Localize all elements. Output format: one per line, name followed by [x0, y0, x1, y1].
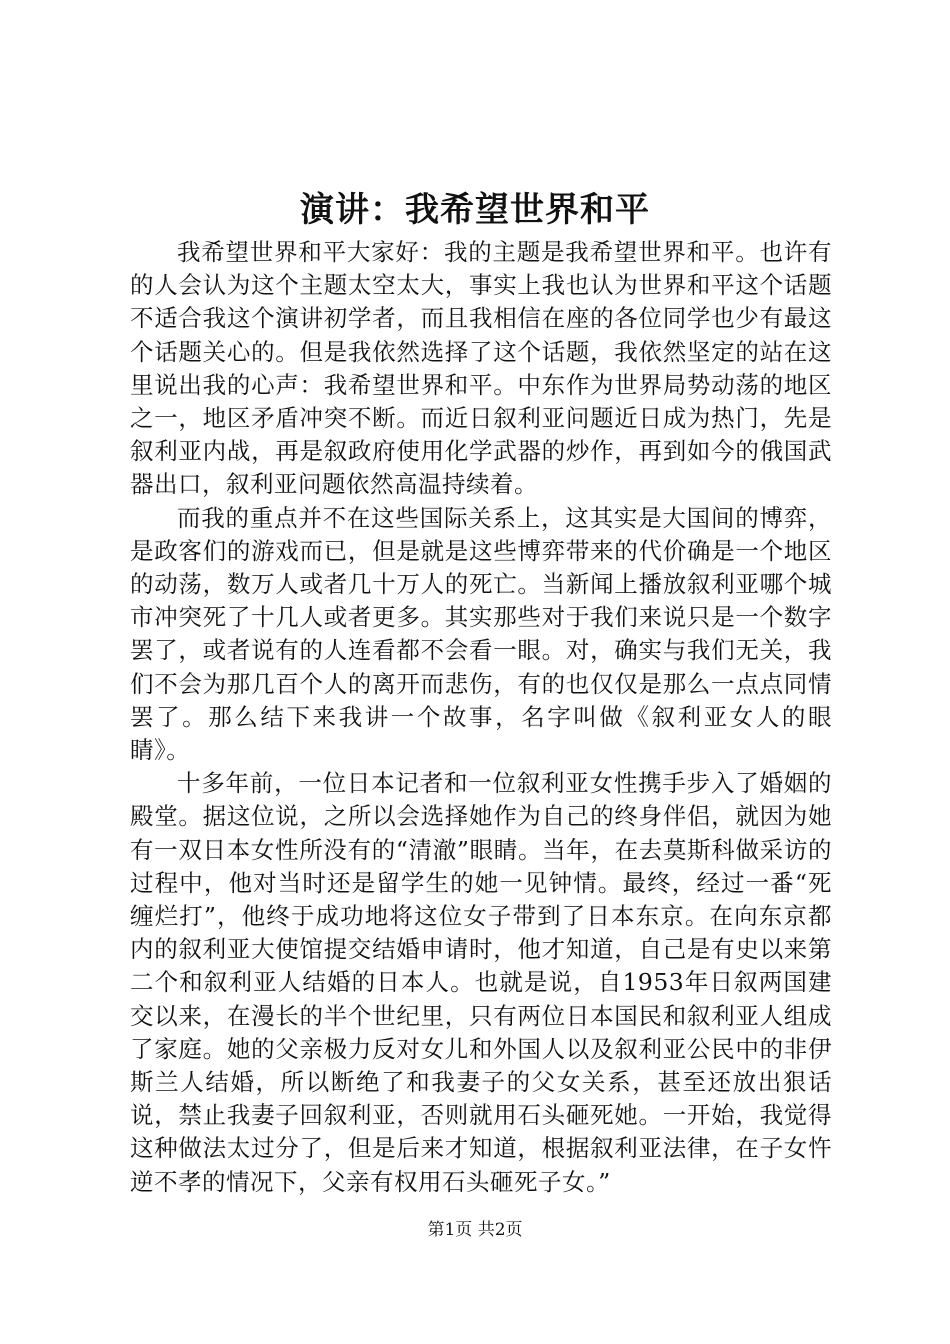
- document-title: 演讲：我希望世界和平: [300, 190, 650, 230]
- paragraph-2: 而我的重点并不在这些国际关系上，这其实是大国间的博弈，是政客们的游戏而已，但是就是这些博弈带来的代价确是一个地区的动荡，数万人或者几十万人的死亡。当新闻上播放叙利亚哪个城市冲突死了十几人或者更多。其实那些对于我们来说只是一个数字罢了，或者说有的人连看都不会看一眼。对，确实与我们无关，我们不会为那几百个人的离开而悲伤，有的也仅仅是那么一点点同情罢了。那么结下来我讲一个故事，名字叫做《叙利亚女人的眼睛》。: [130, 503, 832, 765]
- paragraph-1: 我希望世界和平大家好：我的主题是我希望世界和平。也许有的人会认为这个主题太空太大，事实上我也认为世界和平这个话题不适合我这个演讲初学者，而且我相信在座的各位同学也少有最这个话题关心的。但是我依然选择了这个话题，我依然坚定的站在这里说出我的心声：我希望世界和平。中东作为世界局势动荡的地区之一，地区矛盾冲突不断。而近日叙利亚问题近日成为热门，先是叙利亚内战，再是叙政府使用化学武器的炒作，再到如今的俄国武器出口，叙利亚问题依然高温持续着。: [130, 238, 832, 499]
- paragraph-3: 十多年前，一位日本记者和一位叙利亚女性携手步入了婚姻的殿堂。据这位说，之所以会选择她作为自己的终身伴侣，就因为她有一双日本女性所没有的“清澈”眼睛。当年，在去莫斯科做采访的过程中，他对当时还是留学生的她一见钟情。最终，经过一番“死缠烂打”，他终于成功地将这位女子带到了日本东京。在向东京都内的叙利亚大使馆提交结婚申请时，他才知道，自己是有史以来第二个和叙利亚人结婚的日本人。也就是说，自1953年日叙两国建交以来，在漫长的半个世纪里，只有两位日本国民和叙利亚人组成了家庭。她的父亲极力反对女儿和外国人以及叙利亚公民中的非伊斯兰人结婚，所以断绝了和我妻子的父女关系，甚至还放出狠话说，禁止我妻子回叙利亚，否则就用石头砸死她。一开始，我觉得这种做法太过分了，但是后来才知道，根据叙利亚法律，在子女忤逆不孝的情况下，父亲有权用石头砸死子女。”: [130, 769, 832, 1196]
- page-footer: 第1页 共2页: [427, 1220, 523, 1240]
- document-body: [130, 236, 832, 1199]
